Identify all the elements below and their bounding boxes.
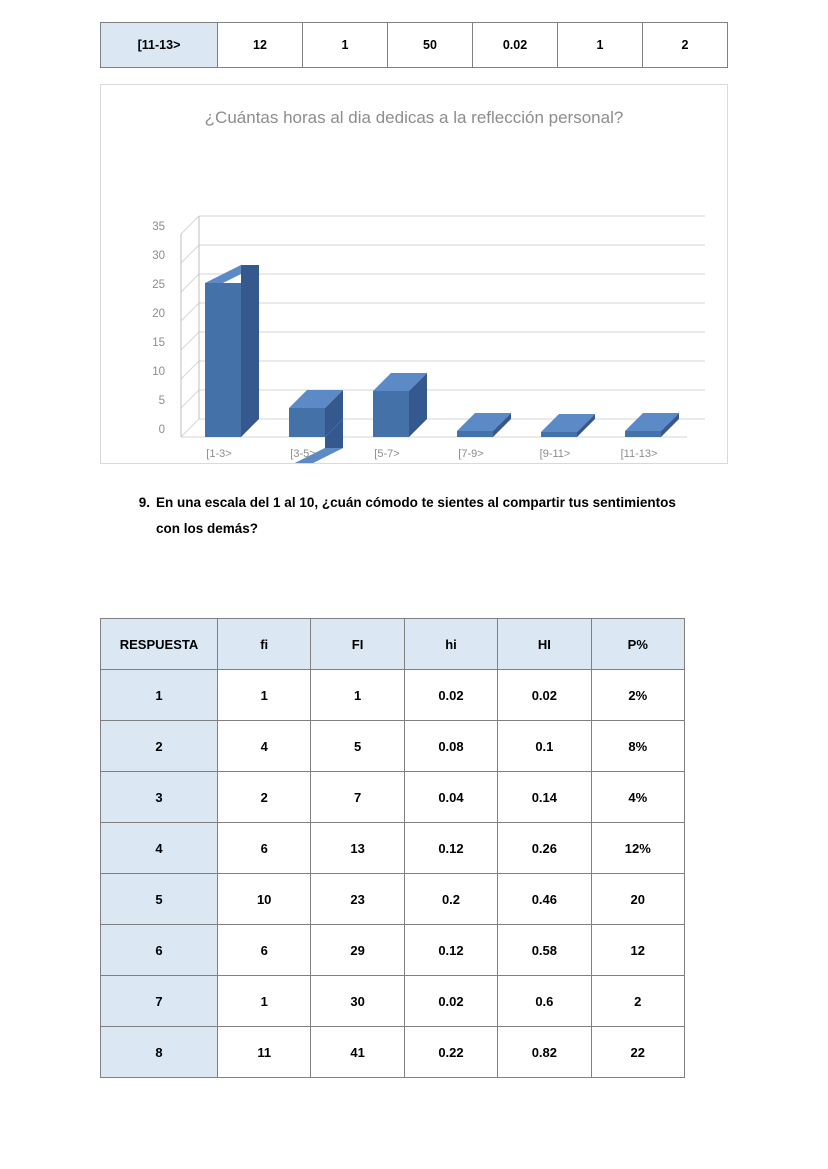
cell-respuesta: 4 xyxy=(101,823,218,874)
cell-fi: 10 xyxy=(218,874,311,925)
table-row xyxy=(101,823,685,874)
cell-porcentaje: 12% xyxy=(591,823,684,874)
x-tick-label: [1-3> xyxy=(206,448,232,460)
cell-HI: 0.46 xyxy=(498,874,591,925)
chart-title: ¿Cuántas horas al dia dedicas a la reflección personal? xyxy=(204,108,624,127)
cell-fi: 1 xyxy=(218,976,311,1027)
cell-HI: 0.26 xyxy=(498,823,591,874)
cell-respuesta: 3 xyxy=(101,772,218,823)
cell-respuesta: 2 xyxy=(101,721,218,772)
cell-FI: 7 xyxy=(311,772,404,823)
cell-porcentaje: 4% xyxy=(591,772,684,823)
cell-fi: 4 xyxy=(218,721,311,772)
bar-1-3 xyxy=(205,265,259,437)
cell-porcentaje: 2% xyxy=(591,670,684,721)
bar-11-13 xyxy=(625,413,679,437)
cell-hi: 0.22 xyxy=(404,1027,497,1078)
bar-9-11 xyxy=(541,414,595,437)
cell-fi: 6 xyxy=(218,925,311,976)
y-tick-label: 25 xyxy=(152,279,165,291)
cell-fi: 1 xyxy=(218,670,311,721)
chart-svg xyxy=(101,85,729,463)
table-header-row xyxy=(101,619,685,670)
column-header-HI: HI xyxy=(498,619,591,670)
cell-HI: 0.58 xyxy=(498,925,591,976)
table-row xyxy=(101,925,685,976)
cell-respuesta: 1 xyxy=(101,670,218,721)
x-tick-label: [3-5> xyxy=(290,448,316,460)
table-cell-HI: 1 xyxy=(558,23,643,68)
x-tick-label: [5-7> xyxy=(374,448,400,460)
cell-porcentaje: 12 xyxy=(591,925,684,976)
cell-HI: 0.02 xyxy=(498,670,591,721)
cell-FI: 29 xyxy=(311,925,404,976)
table-cell-FI: 50 xyxy=(388,23,473,68)
table-cell-hi: 0.02 xyxy=(473,23,558,68)
cell-hi: 0.12 xyxy=(404,925,497,976)
cell-HI: 0.14 xyxy=(498,772,591,823)
table-row xyxy=(101,670,685,721)
y-tick-label: 15 xyxy=(152,337,165,349)
cell-FI: 30 xyxy=(311,976,404,1027)
table-cell-fi2: 1 xyxy=(303,23,388,68)
cell-HI: 0.82 xyxy=(498,1027,591,1078)
cell-FI: 41 xyxy=(311,1027,404,1078)
y-tick-label: 20 xyxy=(152,308,165,320)
question-block xyxy=(128,490,698,543)
cell-FI: 13 xyxy=(311,823,404,874)
bar-chart xyxy=(100,84,728,464)
cell-porcentaje: 2 xyxy=(591,976,684,1027)
table-row xyxy=(101,1027,685,1078)
table-row xyxy=(101,23,728,68)
cell-porcentaje: 22 xyxy=(591,1027,684,1078)
table-row xyxy=(101,874,685,925)
cell-hi: 0.04 xyxy=(404,772,497,823)
cell-hi: 0.02 xyxy=(404,670,497,721)
x-tick-label: [11-13> xyxy=(620,448,658,460)
y-tick-label: 10 xyxy=(152,366,165,378)
cell-HI: 0.1 xyxy=(498,721,591,772)
cell-hi: 0.08 xyxy=(404,721,497,772)
table-row xyxy=(101,721,685,772)
x-tick-label: [7-9> xyxy=(458,448,484,460)
chart-plot-area xyxy=(101,85,729,463)
y-tick-label: 5 xyxy=(158,395,165,407)
cell-hi: 0.02 xyxy=(404,976,497,1027)
cell-hi: 0.2 xyxy=(404,874,497,925)
y-tick-label: 0 xyxy=(158,424,165,436)
bar-7-9 xyxy=(457,413,511,437)
cell-respuesta: 8 xyxy=(101,1027,218,1078)
question-text: En una escala del 1 al 10, ¿cuán cómodo te sientes al compartir tus sentimientos con los demás? xyxy=(156,495,676,537)
table-cell-class: [11-13> xyxy=(101,23,218,68)
table-cell-fi: 12 xyxy=(218,23,303,68)
column-header-fi: fi xyxy=(218,619,311,670)
y-tick-label: 30 xyxy=(152,250,165,262)
top-partial-table xyxy=(100,22,728,68)
cell-porcentaje: 8% xyxy=(591,721,684,772)
cell-FI: 1 xyxy=(311,670,404,721)
cell-fi: 2 xyxy=(218,772,311,823)
column-header-FI: FI xyxy=(311,619,404,670)
cell-respuesta: 6 xyxy=(101,925,218,976)
bar-5-7 xyxy=(373,373,427,437)
frequency-table xyxy=(100,618,685,1078)
x-tick-label: [9-11> xyxy=(539,448,571,460)
column-header-hi: hi xyxy=(404,619,497,670)
cell-fi: 6 xyxy=(218,823,311,874)
table-row xyxy=(101,976,685,1027)
cell-FI: 23 xyxy=(311,874,404,925)
table-row xyxy=(101,772,685,823)
column-header-porcentaje: P% xyxy=(591,619,684,670)
table-cell-pct: 2 xyxy=(643,23,728,68)
cell-HI: 0.6 xyxy=(498,976,591,1027)
cell-fi: 11 xyxy=(218,1027,311,1078)
column-header-respuesta: RESPUESTA xyxy=(101,619,218,670)
cell-hi: 0.12 xyxy=(404,823,497,874)
cell-FI: 5 xyxy=(311,721,404,772)
cell-respuesta: 7 xyxy=(101,976,218,1027)
y-tick-label: 35 xyxy=(152,221,165,233)
cell-respuesta: 5 xyxy=(101,874,218,925)
question-number: 9. xyxy=(138,495,150,510)
cell-porcentaje: 20 xyxy=(591,874,684,925)
